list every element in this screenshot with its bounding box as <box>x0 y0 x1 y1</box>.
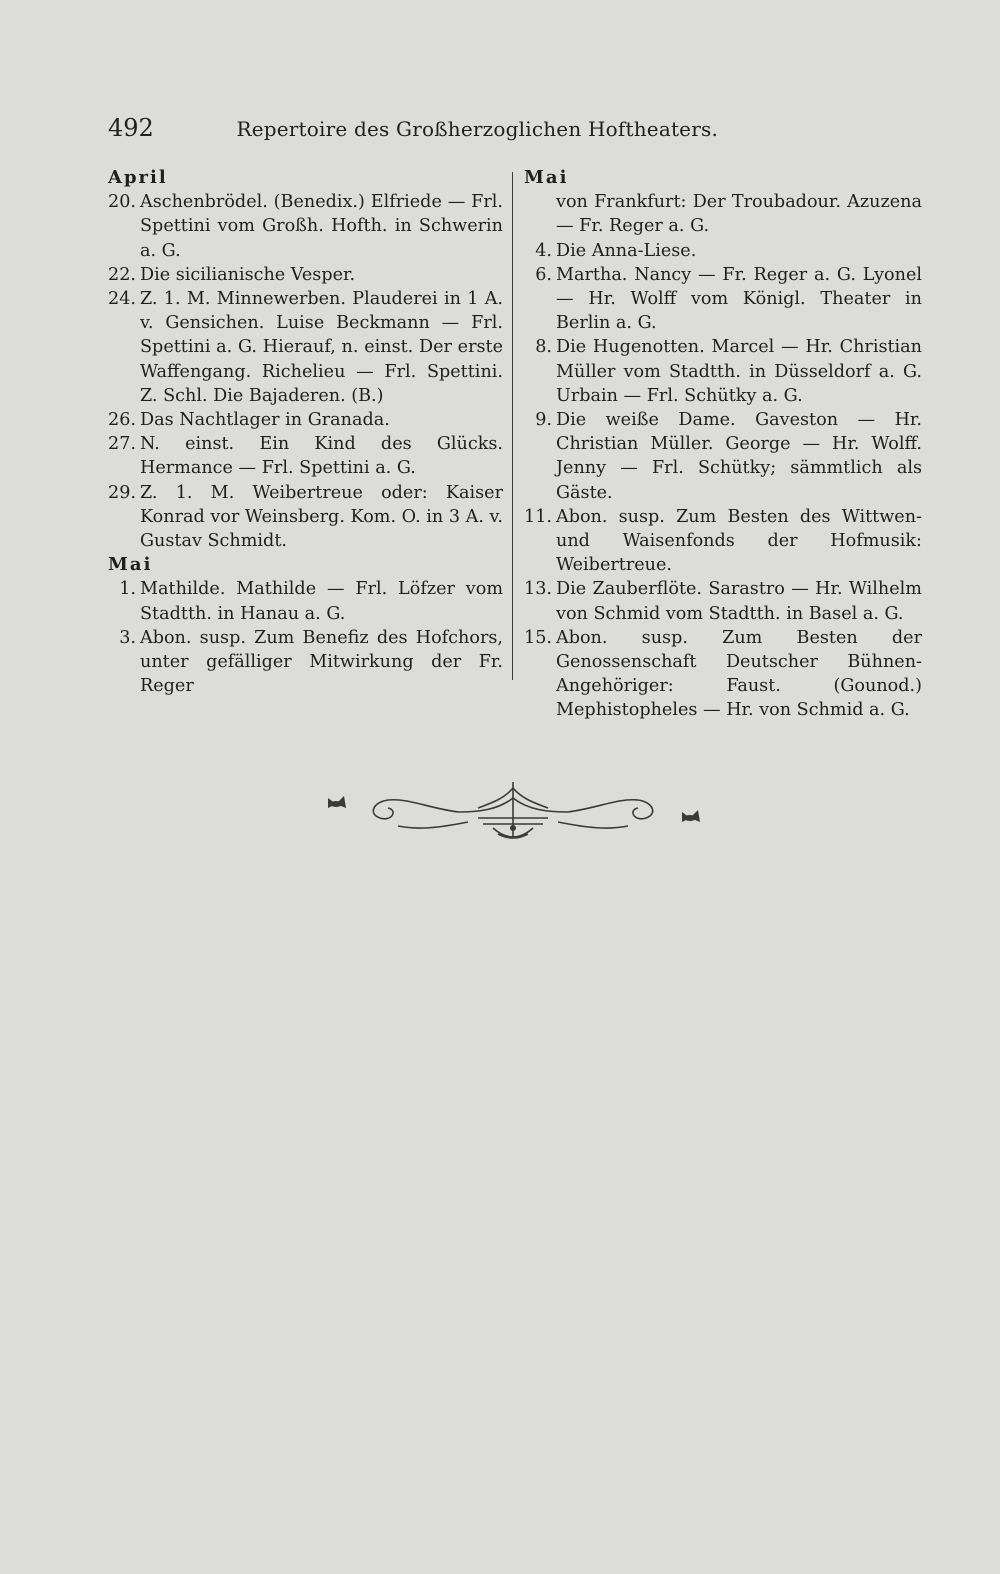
column-divider <box>512 172 513 680</box>
page-number: 492 <box>108 114 154 142</box>
list-item: 4. Die Anna-Liese. <box>535 240 697 261</box>
list-item: 11. Abon. susp. Zum Besten des Wittwen- und Waisenfonds der Hofmusik: Weibertreue. <box>524 506 922 576</box>
right-column <box>524 166 922 723</box>
floral-vignette-icon <box>318 778 708 848</box>
month-heading-april: April <box>108 167 168 188</box>
list-item: 26. Das Nachtlager in Granada. <box>108 410 390 431</box>
list-item: 13. Die Zauberflöte. Sarastro — Hr. Wilhelm von Schmid vom Stadtth. in Basel a. G. <box>524 579 922 624</box>
list-item: 3. Abon. susp. Zum Benefiz des Hofchors, unter gefälliger Mitwirkung der Fr. Reger <box>119 627 503 697</box>
list-item: 1. Mathilde. Mathilde — Frl. Löfzer vom Stadtth. in Hanau a. G. <box>119 579 503 624</box>
list-item: 24. Z. 1. M. Minnewerben. Plauderei in 1 A. v. Gensichen. Luise Beckmann — Frl. Spettini a. G. Hierauf, n. einst. Der erste Waffengang. Richelieu — Frl. Spettini. Z. Schl. Die Bajaderen. (B.) <box>108 289 503 406</box>
continued-entry: von Frankfurt: Der Troubadour. Azuzena — Fr. Reger a. G. <box>556 192 922 237</box>
month-heading-mai-continued: Mai <box>524 167 569 188</box>
list-item: 20. Aschenbrödel. (Benedix.) Elfriede — Frl. Spettini vom Großh. Hofth. in Schwerin a. G. <box>108 192 503 261</box>
list-item: 8. Die Hugenotten. Marcel — Hr. Christian Müller vom Stadtth. in Düsseldorf a. G. Urbain — Frl. Schütky a. G. <box>535 337 922 406</box>
running-title: Repertoire des Großherzoglichen Hoftheaters. <box>236 117 718 141</box>
list-item: 29. Z. 1. M. Weibertreue oder: Kaiser Konrad vor Weinsberg. Kom. O. in 3 A. v. Gustav Schmidt. <box>108 482 503 552</box>
month-heading-mai: Mai <box>108 554 153 576</box>
list-item: 22. Die sicilianische Vesper. <box>108 264 356 285</box>
list-item: 27. N. einst. Ein Kind des Glücks. Hermance — Frl. Spettini a. G. <box>108 434 503 479</box>
left-column <box>108 166 503 698</box>
mai-entries <box>108 577 503 698</box>
april-entries <box>108 190 503 553</box>
list-item: 15. Abon. susp. Zum Besten der Genossenschaft Deutscher Bühnen-Angehöriger: Faust. (Gounod.) Mephistopheles — Hr. von Schmid a. G. <box>524 627 922 721</box>
list-item: 6. Martha. Nancy — Fr. Reger a. G. Lyonel — Hr. Wolff vom Königl. Theater in Berlin a. G. <box>535 264 922 334</box>
list-item: 9. Die weiße Dame. Gaveston — Hr. Christian Müller. George — Hr. Wolff. Jenny — Frl. Schütky; sämmtlich als Gäste. <box>535 410 922 503</box>
page-header <box>108 114 718 142</box>
